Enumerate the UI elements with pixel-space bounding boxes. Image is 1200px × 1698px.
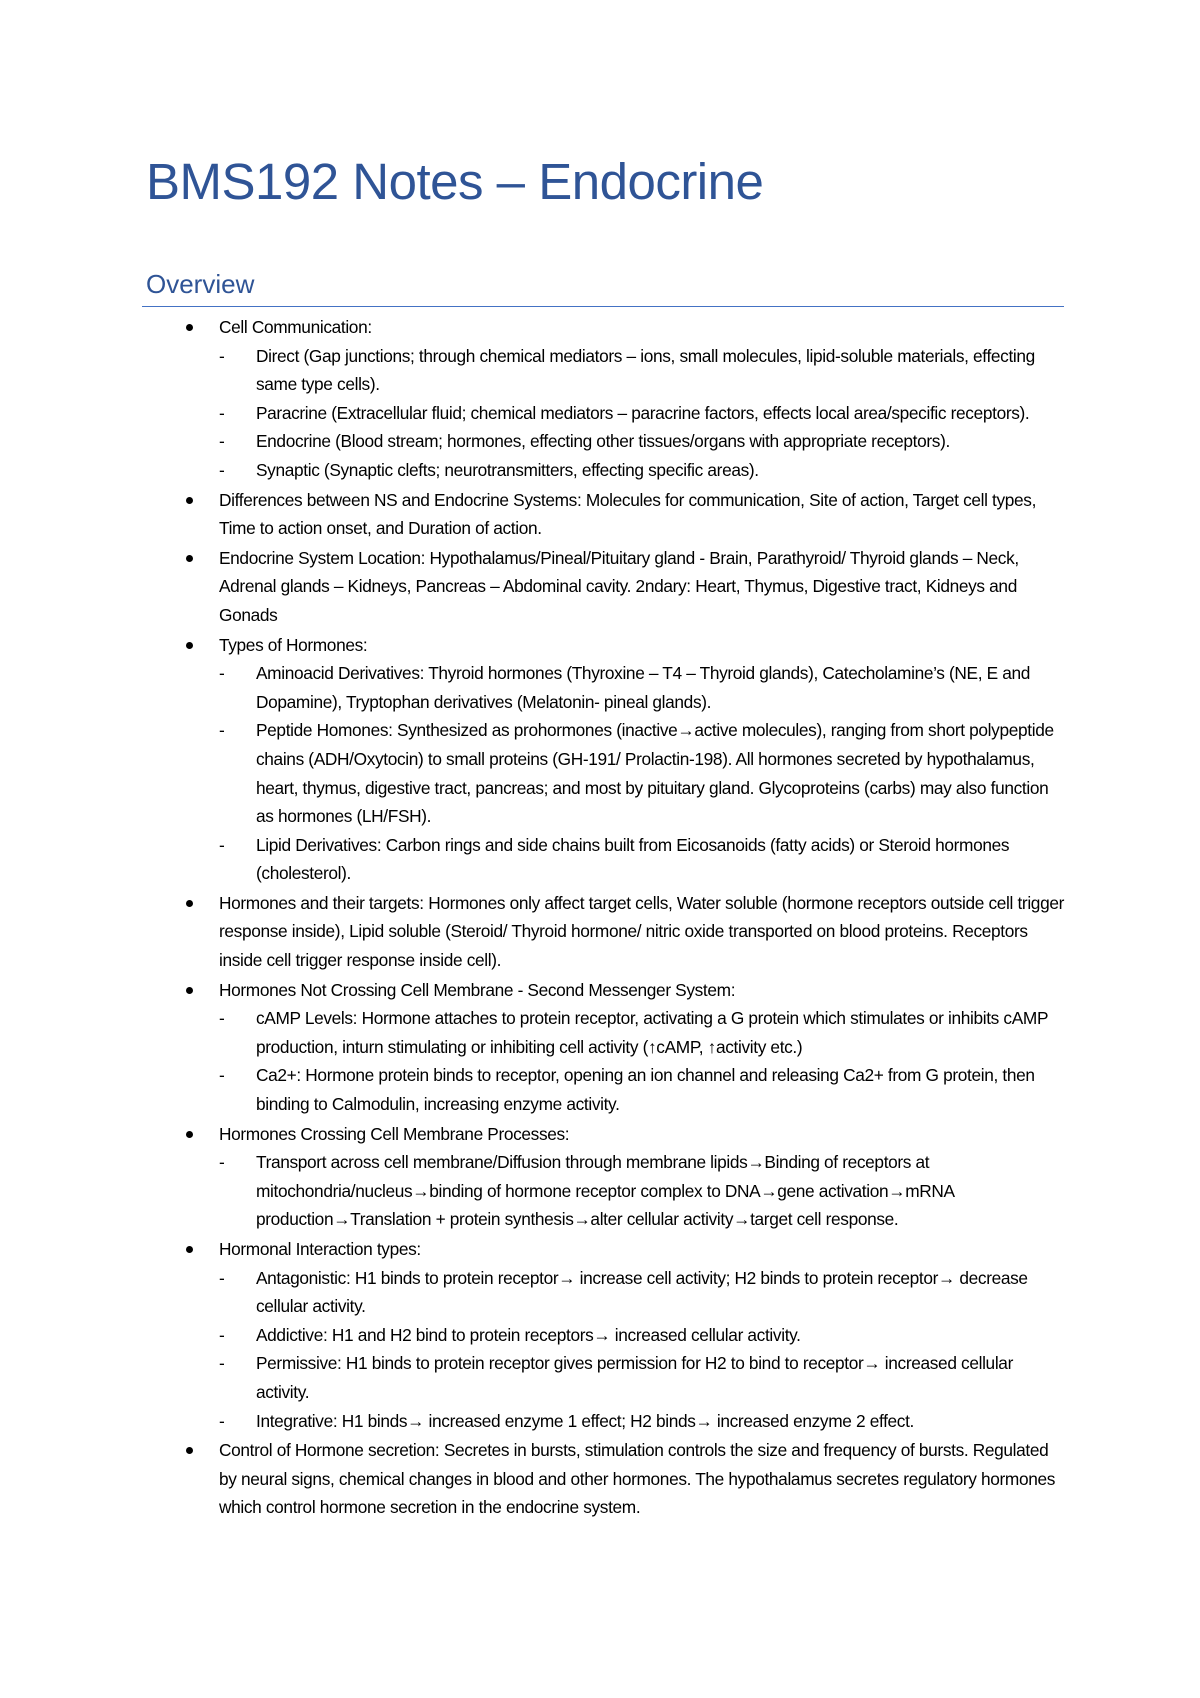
sub-item: - Ca2+: Hormone protein binds to receptor, opening an ion channel and releasing Ca2+ from G protein, then binding to Calmodulin, increasing enzyme activity. <box>219 1061 1064 1118</box>
bullet-text: Endocrine System Location: Hypothalamus/Pineal/Pituitary gland - Brain, Parathyroid/ Thyroid glands – Neck, Adrenal glands – Kidneys, Pancreas – Abdominal cavity. 2ndary: Heart, Thymus, Digestive tract, Kidneys and Gonads <box>219 547 1019 625</box>
sub-list <box>219 1148 1064 1234</box>
bullet-item <box>0 1120 1200 1234</box>
document-title: BMS192 Notes – Endocrine <box>146 153 764 210</box>
sub-item: - Integrative: H1 binds→ increased enzyme 1 effect; H2 binds→ increased enzyme 2 effect. <box>219 1407 1064 1436</box>
sub-item: - Transport across cell membrane/Diffusion through membrane lipids→Binding of receptors at mitochondria/nucleus→binding of hormone receptor complex to DNA→gene activation→mRNA production→Translation + protein synthesis→alter cellular activity→target cell response. <box>219 1148 1064 1234</box>
bullet-text: Hormones Crossing Cell Membrane Processes: <box>219 1123 570 1144</box>
bullet-item <box>0 631 1200 888</box>
sub-item: - Paracrine (Extracellular fluid; chemical mediators – paracrine factors, effects local area/specific receptors). <box>219 399 1064 428</box>
bullet-item <box>0 1235 1200 1435</box>
sub-item: - Endocrine (Blood stream; hormones, effecting other tissues/organs with appropriate receptors). <box>219 427 1064 456</box>
sub-item: - Antagonistic: H1 binds to protein receptor→ increase cell activity; H2 binds to protein receptor→ decrease cellular activity. <box>219 1264 1064 1321</box>
bullet-item <box>0 486 1200 543</box>
sub-item: - Lipid Derivatives: Carbon rings and side chains built from Eicosanoids (fatty acids) or Steroid hormones (cholesterol). <box>219 831 1064 888</box>
bullet-text: Hormones Not Crossing Cell Membrane - Second Messenger System: <box>219 979 736 1000</box>
bullet-item <box>0 1436 1200 1522</box>
sub-item: - Synaptic (Synaptic clefts; neurotransmitters, effecting specific areas). <box>219 456 1064 485</box>
bullet-list <box>0 313 1200 1522</box>
document-body <box>0 312 1200 1522</box>
sub-list <box>219 1004 1064 1118</box>
bullet-item <box>0 313 1200 485</box>
bullet-text: Control of Hormone secretion: Secretes in bursts, stimulation controls the size and frequency of bursts. Regulated by neural signs, chemical changes in blood and other hormones. The hypothalamus secretes regulatory hormones which control hormone secretion in the endocrine system. <box>219 1440 1056 1518</box>
sub-item: - Permissive: H1 binds to protein receptor gives permission for H2 to bind to receptor→ increased cellular activity. <box>219 1349 1064 1406</box>
sub-list <box>219 659 1064 888</box>
bullet-text: Hormones and their targets: Hormones only affect target cells, Water soluble (hormone receptors outside cell trigger response inside), Lipid soluble (Steroid/ Thyroid hormone/ nitric oxide transported on blood proteins. Receptors inside cell trigger response inside cell). <box>219 892 1064 971</box>
bullet-item <box>0 889 1200 975</box>
bullet-text: Differences between NS and Endocrine Systems: Molecules for communication, Site of action, Target cell types, Time to action onset, and Duration of action. <box>219 489 1037 539</box>
sub-list <box>219 1264 1064 1436</box>
bullet-text: Hormonal Interaction types: <box>219 1239 421 1259</box>
sub-item: - Peptide Homones: Synthesized as prohormones (inactive→active molecules), ranging from short polypeptide chains (ADH/Oxytocin) to small proteins (GH-191/ Prolactin-198). All hormones secreted by hypothalamus, heart, thymus, digestive tract, pancreas; and most by pituitary gland. Glycoproteins (carbs) may also function as hormones (LH/FSH). <box>219 716 1064 830</box>
bullet-item <box>0 544 1200 630</box>
section-divider <box>142 306 1064 307</box>
sub-item: - Aminoacid Derivatives: Thyroid hormones (Thyroxine – T4 – Thyroid glands), Catecholamine’s (NE, E and Dopamine), Tryptophan derivatives (Melatonin- pineal glands). <box>219 659 1064 716</box>
sub-item: - Addictive: H1 and H2 bind to protein receptors→ increased cellular activity. <box>219 1321 1064 1350</box>
section-heading-overview: Overview <box>146 269 255 299</box>
sub-item: - Direct (Gap junctions; through chemical mediators – ions, small molecules, lipid-soluble materials, effecting same type cells). <box>219 342 1064 399</box>
sub-list <box>219 342 1064 485</box>
sub-item: - cAMP Levels: Hormone attaches to protein receptor, activating a G protein which stimulates or inhibits cAMP production, inturn stimulating or inhibiting cell activity (↑cAMP, ↑activity etc.) <box>219 1004 1064 1061</box>
bullet-text: Cell Communication: <box>219 317 372 337</box>
bullet-item <box>0 976 1200 1119</box>
bullet-text: Types of Hormones: <box>219 634 368 655</box>
